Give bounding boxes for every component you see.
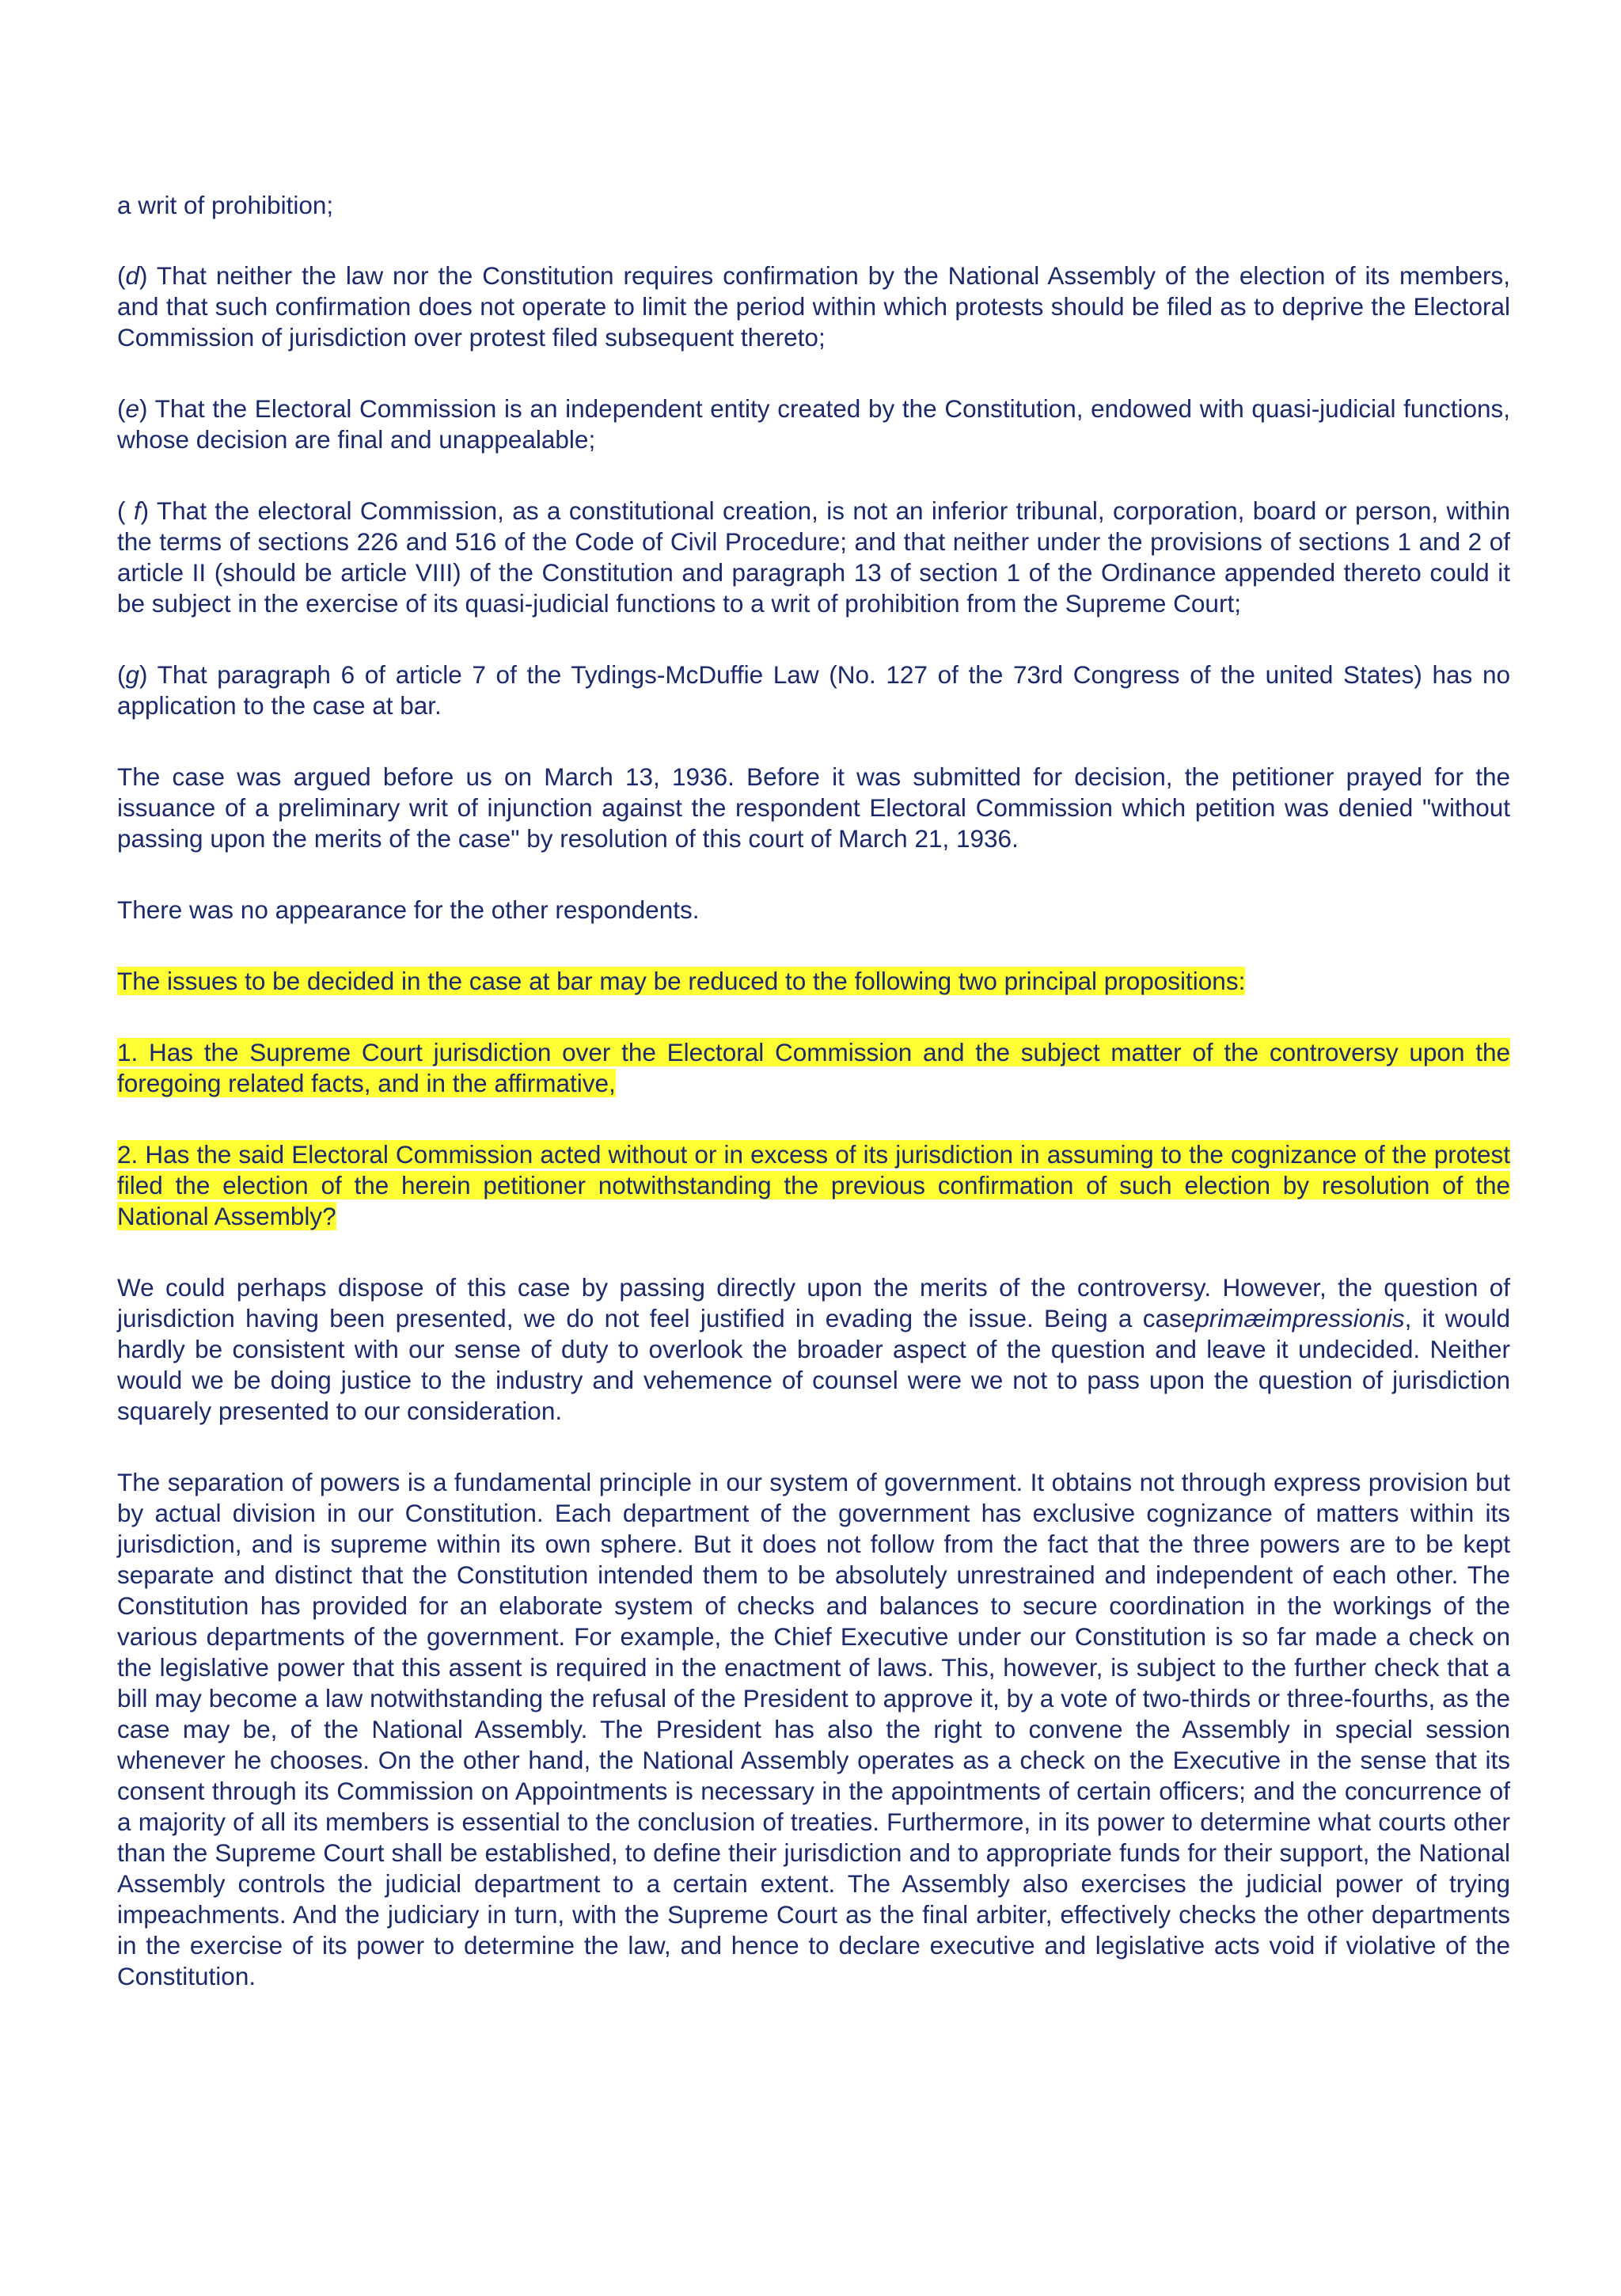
paragraph-d xyxy=(117,260,1510,353)
text-run: The separation of powers is a fundamental principle in our system of government. It obtains not through express provision but by actual division in our Constitution. Each department of the government has exclusive cognizance of matters within its jurisdiction, and is supreme within its own sphere. But it does not follow from the fact that the three powers are to be kept separate and distinct that the Constitution intended them to be absolutely unrestrained and independent of each other. The Constitution has provided for an elaborate system of checks and balances to secure coordination in the workings of the various departments of the government. For example, the Chief Executive under our Constitution is so far made a check on the legislative power that this assent is required in the enactment of laws. This, however, is subject to the further check that a bill may become a law notwithstanding the refusal of the President to approve it, by a vote of two-thirds or three-fourths, as the case may be, of the National Assembly. The President has also the right to convene the Assembly in special session whenever he chooses. On the other hand, the National Assembly operates as a check on the Executive in the sense that its consent through its Commission on Appointments is necessary in the appointments of certain officers; and the concurrence of a majority of all its members is essential to the conclusion of treaties. Furthermore, in its power to determine what courts other than the Supreme Court shall be established, to define their jurisdiction and to appropriate funds for their support, the National Assembly controls the judicial department to a certain extent. The Assembly also exercises the judicial power of trying impeachments. And the judiciary in turn, with the Supreme Court as the final arbiter, effectively checks the other departments in the exercise of its power to determine the law, and hence to declare executive and legislative acts void if violative of the Constitution. xyxy=(117,1468,1510,1990)
paragraph-separation xyxy=(117,1467,1510,1992)
text-run: ) That the electoral Commission, as a constitutional creation, is not an inferior tribunal, corporation, board or person, within the terms of sections 226 and 516 of the Code of Civil Procedure; and that neither under the provisions of sections 1 and 2 of article II (should be article VIII) of the Constitution and paragraph 13 of section 1 of the Ordinance appended thereto could it be subject in the exercise of its quasi-judicial functions to a writ of prohibition from the Supreme Court; xyxy=(117,496,1510,618)
italic-text: f xyxy=(133,496,141,525)
text-run: ) That paragraph 6 of article 7 of the Tydings-McDuffie Law (No. 127 of the 73rd Congress of the united States) has no application to the case at bar. xyxy=(117,660,1510,720)
paragraph-e xyxy=(117,393,1510,455)
italic-text: g xyxy=(125,660,140,689)
highlighted-text xyxy=(117,1038,1510,1097)
italic-text: d xyxy=(125,261,140,290)
paragraph-dispose xyxy=(117,1272,1510,1427)
text-run: There was no appearance for the other respondents. xyxy=(117,895,700,924)
text-run: ( xyxy=(117,496,134,525)
paragraph-appearance xyxy=(117,895,1510,926)
paragraph-writ xyxy=(117,190,1510,221)
highlighted-text xyxy=(117,967,1245,995)
text-run: The issues to be decided in the case at bar may be reduced to the following two principal propositions: xyxy=(117,967,1246,995)
paragraph-issue-1 xyxy=(117,1037,1510,1099)
text-run: ( xyxy=(117,394,126,423)
document-body xyxy=(117,190,1510,2032)
text-run: ) That the Electoral Commission is an independent entity created by the Constitution, endowed with quasi-judicial functions, whose decision are final and unappealable; xyxy=(117,394,1510,454)
highlighted-text xyxy=(117,1140,1510,1230)
text-run: The case was argued before us on March 13, 1936. Before it was submitted for decision, the petitioner prayed for the issuance of a preliminary writ of injunction against the respondent Electoral Commission which petition was denied "without passing upon the merits of the case" by resolution of this court of March 21, 1936. xyxy=(117,762,1510,853)
text-run: a writ of prohibition; xyxy=(117,191,334,219)
italic-text: e xyxy=(125,394,140,423)
paragraph-f xyxy=(117,496,1510,619)
text-run: , it would hardly be consistent with our sense of duty to overlook the broader aspect of the question and leave it undecided. Neither would we be doing justice to the industry and vehemence of counsel were we not to pass upon the question of jurisdiction squarely presented to our consideration. xyxy=(117,1304,1510,1425)
text-run: ( xyxy=(117,261,126,290)
paragraph-issue-2 xyxy=(117,1139,1510,1232)
text-run: 2. Has the said Electoral Commission acted without or in excess of its jurisdiction in assuming to the cognizance of the protest filed the election of the herein petitioner notwithstanding the previous confirmation of such election by resolution of the National Assembly? xyxy=(117,1140,1510,1230)
paragraph-issues xyxy=(117,966,1510,997)
text-run: 1. Has the Supreme Court jurisdiction over the Electoral Commission and the subject matter of the controversy upon the foregoing related facts, and in the affirmative, xyxy=(117,1038,1510,1097)
italic-text: primæimpressionis xyxy=(1195,1304,1405,1332)
paragraph-g xyxy=(117,660,1510,721)
text-run: ) That neither the law nor the Constitution requires confirmation by the National Assembly of the election of its members, and that such confirmation does not operate to limit the period within which protests should be filed as to deprive the Electoral Commission of jurisdiction over protest filed subsequent thereto; xyxy=(117,261,1510,352)
text-run: ( xyxy=(117,660,126,689)
paragraph-argued xyxy=(117,762,1510,854)
text-run: We could perhaps dispose of this case by passing directly upon the merits of the controversy. However, the question of jurisdiction having been presented, we do not feel justified in evading the issue. Being a case xyxy=(117,1273,1510,1332)
